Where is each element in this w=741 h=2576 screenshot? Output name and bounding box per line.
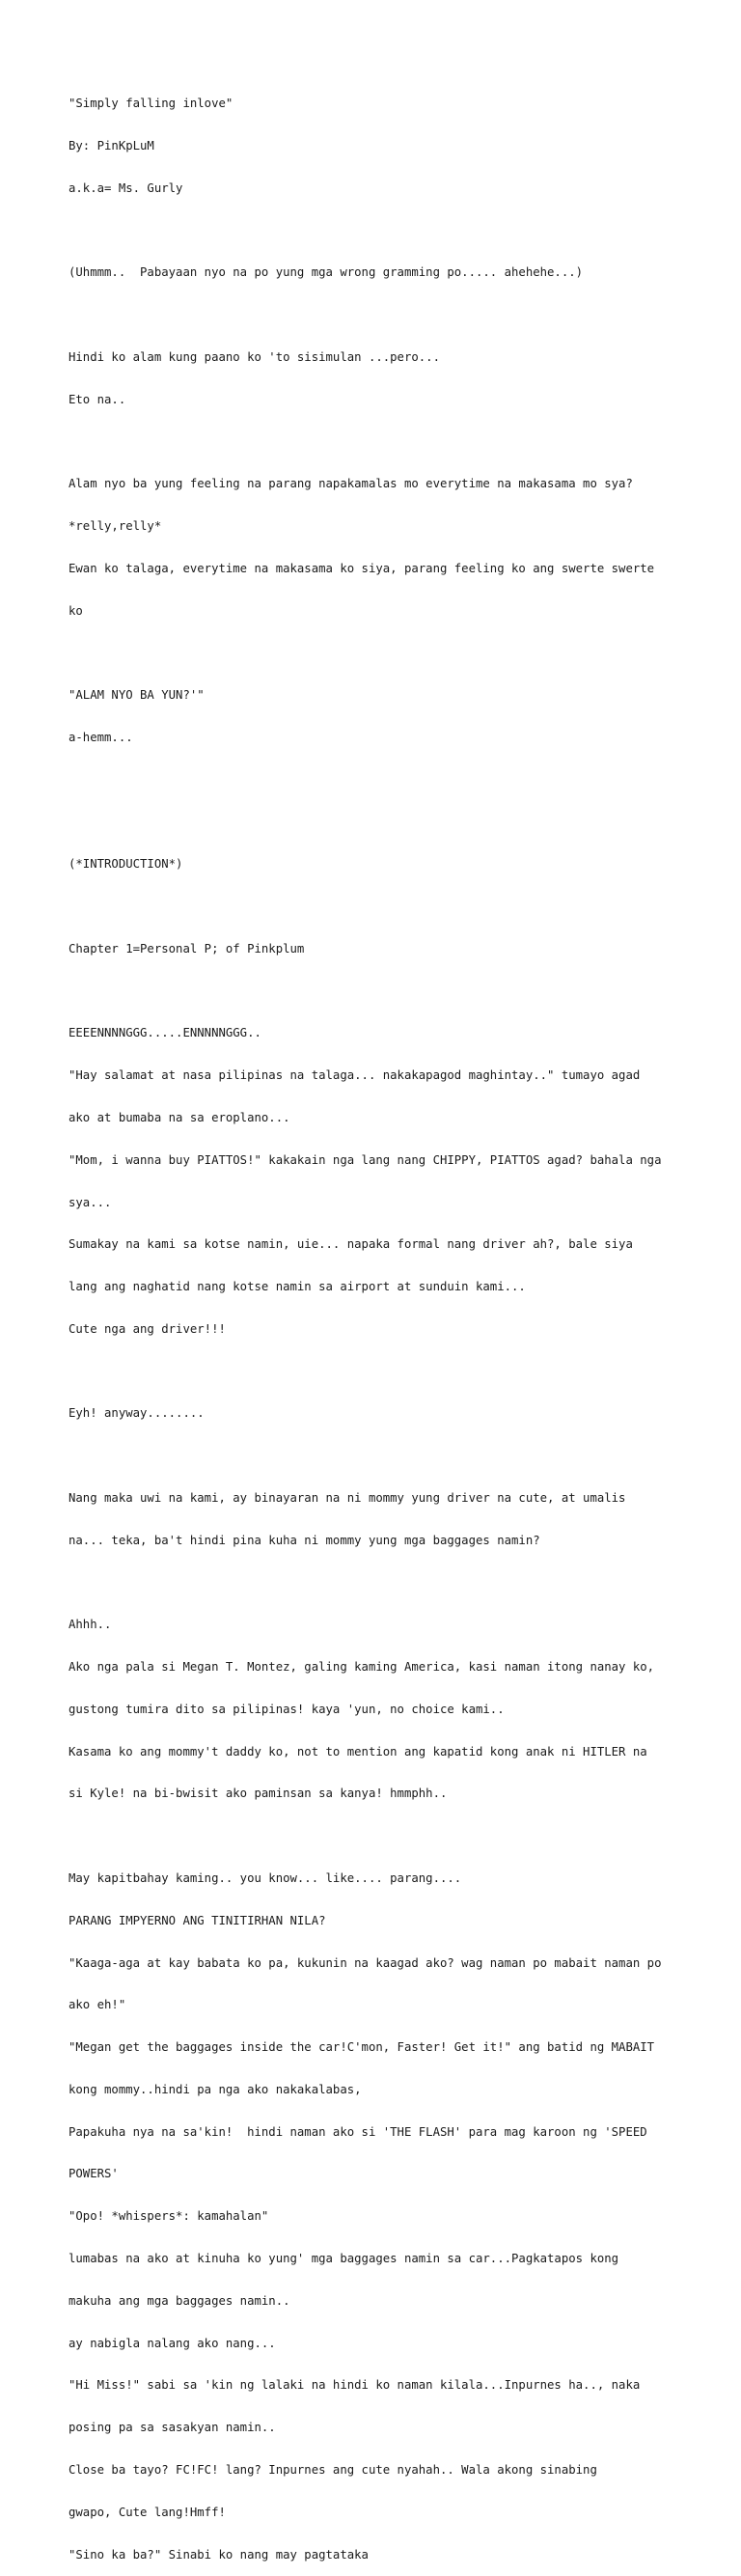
- text-line: posing pa sa sasakyan namin..: [69, 2421, 276, 2435]
- text-line: (*INTRODUCTION*): [69, 857, 183, 872]
- text-line: [69, 984, 705, 999]
- text-line: [69, 1365, 705, 1379]
- text-line: na... teka, ba't hindi pina kuha ni mommy yung mga baggages namin?: [69, 1533, 540, 1547]
- text-line: makuha ang mga baggages namin..: [69, 2293, 290, 2308]
- text-line: Cute nga ang driver!!!: [69, 1321, 226, 1336]
- text-line: Sumakay na kami sa kotse namin, uie... napaka formal nang driver ah?, bale siya: [69, 1237, 633, 1252]
- text-line: "ALAM NYO BA YUN?'": [69, 688, 205, 703]
- text-line: sya...: [69, 1195, 112, 1209]
- text-line: EEEENNNNGGG.....ENNNNNGGG..: [69, 1026, 261, 1040]
- text-line: lang ang naghatid nang kotse namin sa airport at sunduin kami...: [69, 1280, 526, 1294]
- text-line: Close ba tayo? FC!FC! lang? Inpurnes ang cute nyahah.. Wala akong sinabing: [69, 2462, 597, 2477]
- text-line: "Mom, i wanna buy PIATTOS!" kakakain nga lang nang CHIPPY, PIATTOS agad? bahala nga: [69, 1152, 662, 1167]
- text-line: [69, 224, 705, 238]
- text-line: [69, 815, 705, 829]
- text-line: By: PinKpLuM: [69, 138, 154, 152]
- text-line: Alam nyo ba yung feeling na parang napakamalas mo everytime na makasama mo sya?: [69, 477, 633, 491]
- text-line: si Kyle! na bi-bwisit ako paminsan sa kanya! hmmphh..: [69, 1787, 448, 1801]
- text-line: ay nabigla nalang ako nang...: [69, 2336, 276, 2350]
- text-line: "Kaaga-aga at kay babata ko pa, kukunin na kaagad ako? wag naman po mabait naman po: [69, 1955, 662, 1970]
- text-line: a.k.a= Ms. Gurly: [69, 180, 183, 195]
- text-line: [69, 308, 705, 322]
- text-line: PARANG IMPYERNO ANG TINITIRHAN NILA?: [69, 1913, 326, 1927]
- text-line: [69, 646, 705, 660]
- text-line: Ahhh..: [69, 1618, 112, 1632]
- text-line: [69, 1829, 705, 1843]
- text-line: [69, 434, 705, 449]
- text-line: ko: [69, 603, 83, 618]
- text-line: "Hay salamat at nasa pilipinas na talaga... nakakapagod maghintay.." tumayo agad: [69, 1068, 641, 1083]
- text-line: Eto na..: [69, 392, 126, 406]
- text-line: Ako nga pala si Megan T. Montez, galing kaming America, kasi naman itong nanay ko,: [69, 1660, 655, 1675]
- text-line: ako at bumaba na sa eroplano...: [69, 1110, 290, 1124]
- text-line: *relly,relly*: [69, 519, 162, 533]
- text-line: (Uhmmm.. Pabayaan nyo na po yung mga wrong gramming po..... ahehehe...): [69, 265, 584, 280]
- text-line: ako eh!": [69, 1998, 126, 2012]
- document-text: [69, 69, 705, 2576]
- text-line: Ewan ko talaga, everytime na makasama ko siya, parang feeling ko ang swerte swerte: [69, 561, 655, 575]
- text-line: [69, 900, 705, 914]
- text-line: gwapo, Cute lang!Hmff!: [69, 2505, 226, 2519]
- text-line: "Hi Miss!" sabi sa 'kin ng lalaki na hindi ko naman kilala...Inpurnes ha.., naka: [69, 2378, 641, 2393]
- text-line: "Megan get the baggages inside the car!C'mon, Faster! Get it!" ang batid ng MABAIT: [69, 2040, 655, 2055]
- text-line: lumabas na ako at kinuha ko yung' mga baggages namin sa car...Pagkatapos kong: [69, 2252, 619, 2266]
- text-line: [69, 1576, 705, 1591]
- text-line: Eyh! anyway........: [69, 1406, 205, 1421]
- text-line: [69, 773, 705, 788]
- text-line: "Opo! *whispers*: kamahalan": [69, 2209, 269, 2224]
- text-line: a-hemm...: [69, 730, 133, 744]
- text-line: [69, 1449, 705, 1463]
- text-line: "Sino ka ba?" Sinabi ko nang may pagtataka: [69, 2547, 369, 2562]
- text-line: Hindi ko alam kung paano ko 'to sisimulan ...pero...: [69, 349, 440, 364]
- text-line: gustong tumira dito sa pilipinas! kaya 'yun, no choice kami..: [69, 1702, 505, 1716]
- text-line: "Simply falling inlove": [69, 97, 233, 111]
- text-line: kong mommy..hindi pa nga ako nakakalabas,: [69, 2082, 362, 2096]
- text-line: Kasama ko ang mommy't daddy ko, not to mention ang kapatid kong anak ni HITLER na: [69, 1744, 647, 1759]
- text-line: POWERS': [69, 2167, 119, 2181]
- text-line: Nang maka uwi na kami, ay binayaran na ni mommy yung driver na cute, at umalis: [69, 1490, 626, 1505]
- text-line: Chapter 1=Personal P; of Pinkplum: [69, 941, 305, 956]
- text-line: May kapitbahay kaming.. you know... like.... parang....: [69, 1871, 462, 1885]
- text-line: Papakuha nya na sa'kin! hindi naman ako si 'THE FLASH' para mag karoon ng 'SPEED: [69, 2124, 647, 2139]
